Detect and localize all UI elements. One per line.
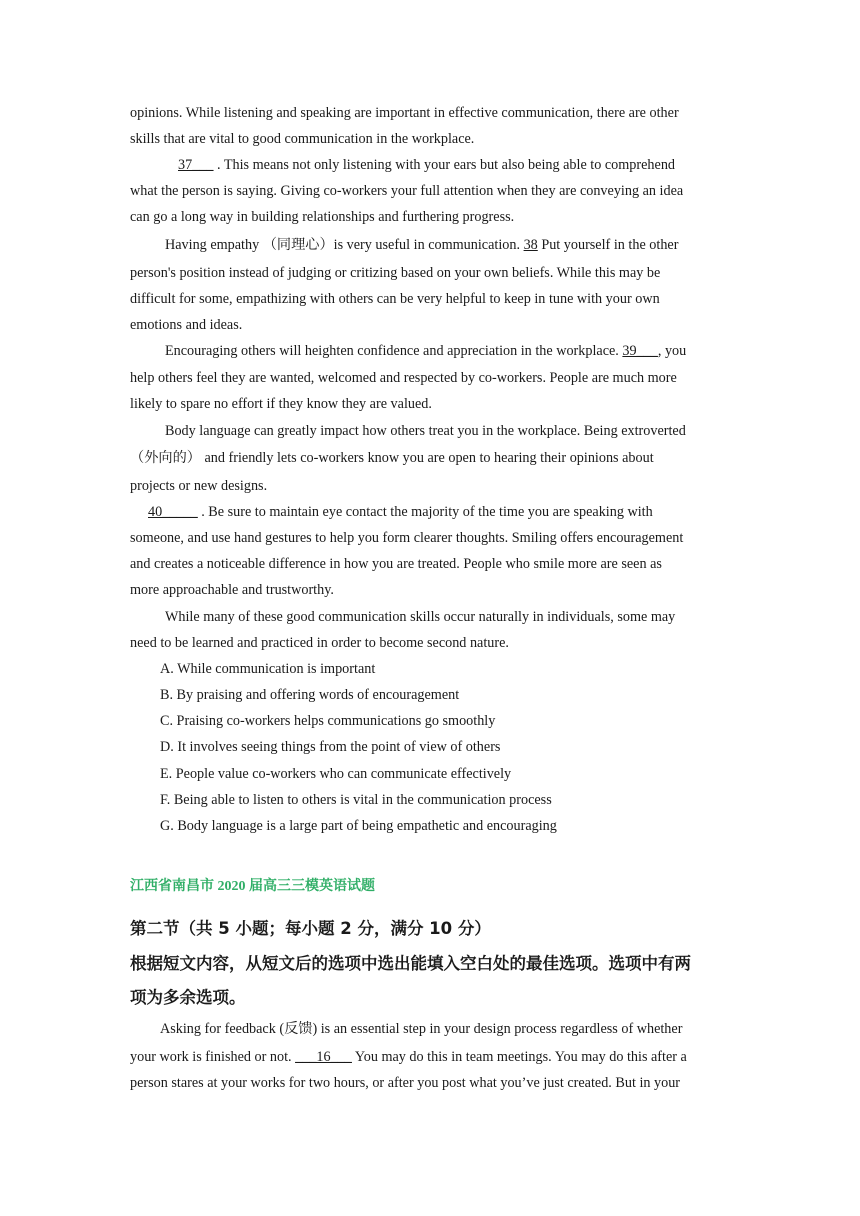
- text-line: [178, 155, 675, 175]
- text-line: person's position instead of judging or critizing based on your own beliefs. While this may be: [130, 265, 661, 281]
- option-f: F. Being able to listen to others is vital in the communication process: [160, 792, 552, 808]
- part-title: 第二节（共 5 小题；每小题 2 分，满分 10 分）: [130, 919, 491, 938]
- text-line: likely to spare no effort if they know they are valued.: [130, 396, 432, 412]
- text-span: Put yourself in the other: [537, 237, 679, 253]
- option-e: E. People value co-workers who can communicate effectively: [160, 766, 512, 782]
- text-line: help others feel they are wanted, welcomed and respected by co-workers. People are much more: [130, 370, 677, 386]
- text-line: [148, 502, 653, 522]
- blank-40: 40_____: [148, 504, 198, 520]
- text-line: and creates a noticeable difference in how you are treated. People who smile more are seen as: [130, 556, 662, 572]
- text-span: , you: [657, 343, 687, 359]
- text-line: need to be learned and practiced in order to become second nature.: [130, 635, 509, 651]
- text-line: person stares at your works for two hours, or after you post what you’ve just created. But in your: [130, 1075, 681, 1091]
- blank-16: ___16___: [295, 1049, 352, 1065]
- text-line: difficult for some, empathizing with others can be very helpful to keep in tune with your own: [130, 291, 660, 307]
- option-d: D. It involves seeing things from the point of view of others: [160, 739, 501, 755]
- text-line: projects or new designs.: [130, 478, 268, 494]
- instruction-line: 项为多余选项。: [130, 988, 246, 1007]
- text-line: While many of these good communication skills occur naturally in individuals, some may: [165, 609, 676, 625]
- source-heading: 江西省南昌市 2020 届高三三模英语试题: [130, 879, 375, 894]
- blank-37: 37___: [178, 157, 214, 173]
- text-line: can go a long way in building relationships and furthering progress.: [130, 209, 515, 225]
- blank-39: 39___: [622, 343, 658, 359]
- text-line: Asking for feedback (反馈) is an essential step in your design process regardless of whether: [160, 1021, 683, 1037]
- text-line: more approachable and trustworthy.: [130, 582, 334, 598]
- text-line: what the person is saying. Giving co-workers your full attention when they are conveying an idea: [130, 183, 684, 199]
- blank-38: 38: [523, 237, 538, 253]
- text-span: . Be sure to maintain eye contact the majority of the time you are speaking with: [197, 504, 653, 520]
- text-line: someone, and use hand gestures to help you form clearer thoughts. Smiling offers encouragement: [130, 530, 684, 546]
- text-line: emotions and ideas.: [130, 317, 243, 333]
- text-span: You may do this in team meetings. You may do this after a: [351, 1049, 687, 1065]
- text-span: your work is finished or not.: [130, 1049, 296, 1065]
- text-line: Body language can greatly impact how others treat you in the workplace. Being extroverted: [165, 423, 686, 439]
- text-line: [165, 235, 678, 255]
- text-span: . This means not only listening with your ears but also being able to comprehend: [213, 157, 676, 173]
- text-line: （外向的） and friendly lets co-workers know you are open to hearing their opinions about: [130, 450, 654, 466]
- text-line: opinions. While listening and speaking are important in effective communication, there are other: [130, 105, 679, 121]
- text-line: [165, 341, 686, 361]
- text-span: Encouraging others will heighten confidence and appreciation in the workplace.: [165, 343, 623, 359]
- option-c: C. Praising co-workers helps communications go smoothly: [160, 713, 496, 729]
- option-b: B. By praising and offering words of encouragement: [160, 687, 460, 703]
- option-a: A. While communication is important: [160, 661, 376, 677]
- text-line: [130, 1047, 687, 1067]
- option-g: G. Body language is a large part of being empathetic and encouraging: [160, 818, 557, 834]
- instruction-line: 根据短文内容，从短文后的选项中选出能填入空白处的最佳选项。选项中有两: [130, 954, 691, 973]
- text-span: Having empathy （同理心）is very useful in communication.: [165, 237, 524, 253]
- text-line: skills that are vital to good communication in the workplace.: [130, 131, 475, 147]
